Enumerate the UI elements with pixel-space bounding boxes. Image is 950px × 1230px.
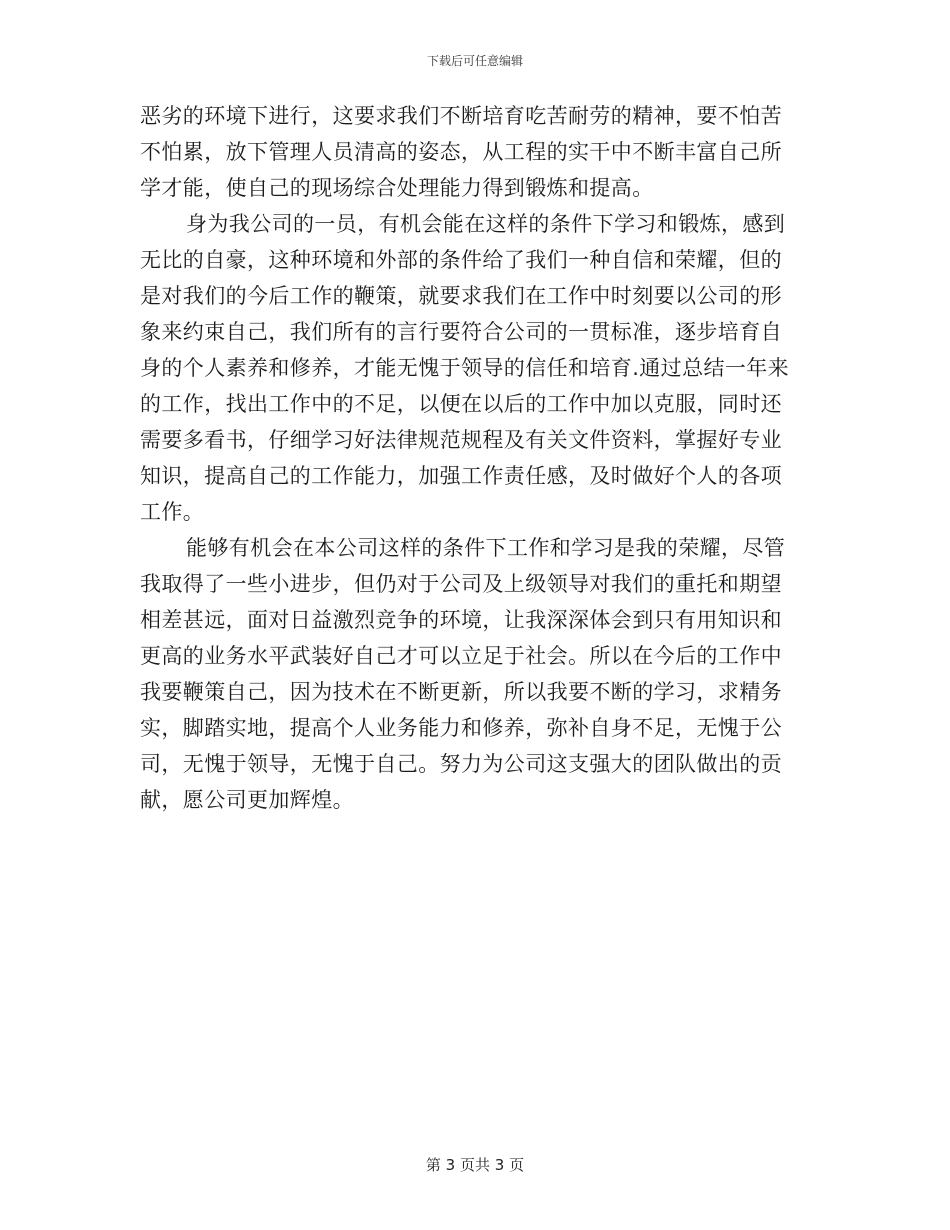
text-line: 更高的业务水平武装好自己才可以立足于社会。所以在今后的工作中	[140, 644, 782, 668]
text-line: 恶劣的环境下进行，这要求我们不断培育吃苦耐劳的精神，要不怕苦	[140, 104, 782, 128]
paragraph-first-line: 身为我公司的一员，有机会能在这样的条件下学习和锻炼，感到	[186, 212, 786, 236]
text-line: 需要多看书，仔细学习好法律规范规程及有关文件资料，掌握好专业	[140, 428, 782, 452]
text-line: 象来约束自己，我们所有的言行要符合公司的一贯标准，逐步培育自	[140, 320, 782, 344]
text-line: 无比的自豪，这种环境和外部的条件给了我们一种自信和荣耀，但的	[140, 248, 782, 272]
text-line: 我取得了一些小进步，但仍对于公司及上级领导对我们的重托和期望	[140, 572, 782, 596]
text-line: 身的个人素养和修养，才能无愧于领导的信任和培育.通过总结一年来	[140, 356, 790, 380]
text-line: 不怕累，放下管理人员清高的姿态，从工程的实干中不断丰富自己所	[140, 140, 782, 164]
text-line: 相差甚远，面对日益激烈竞争的环境，让我深深体会到只有用知识和	[140, 608, 782, 632]
text-line: 工作。	[140, 500, 205, 524]
text-line: 我要鞭策自己，因为技术在不断更新，所以我要不断的学习，求精务	[140, 680, 782, 704]
text-line: 司，无愧于领导，无愧于自己。努力为公司这支强大的团队做出的贡	[140, 752, 782, 776]
text-line: 是对我们的今后工作的鞭策，就要求我们在工作中时刻要以公司的形	[140, 284, 782, 308]
text-line: 知识，提高自己的工作能力，加强工作责任感，及时做好个人的各项	[140, 464, 782, 488]
text-line: 献，愿公司更加辉煌。	[140, 788, 354, 812]
text-line: 的工作，找出工作中的不足，以便在以后的工作中加以克服，同时还	[140, 392, 782, 416]
page-header: 下载后可任意编辑	[426, 54, 523, 68]
text-line: 实，脚踏实地，提高个人业务能力和修养，弥补自身不足，无愧于公	[140, 716, 782, 740]
paragraph-first-line: 能够有机会在本公司这样的条件下工作和学习是我的荣耀，尽管	[186, 536, 786, 560]
text-line: 学才能，使自己的现场综合处理能力得到锻炼和提高。	[140, 176, 654, 200]
page-number-footer: 第 3 页共 3 页	[425, 1156, 525, 1174]
document-body	[140, 98, 805, 818]
